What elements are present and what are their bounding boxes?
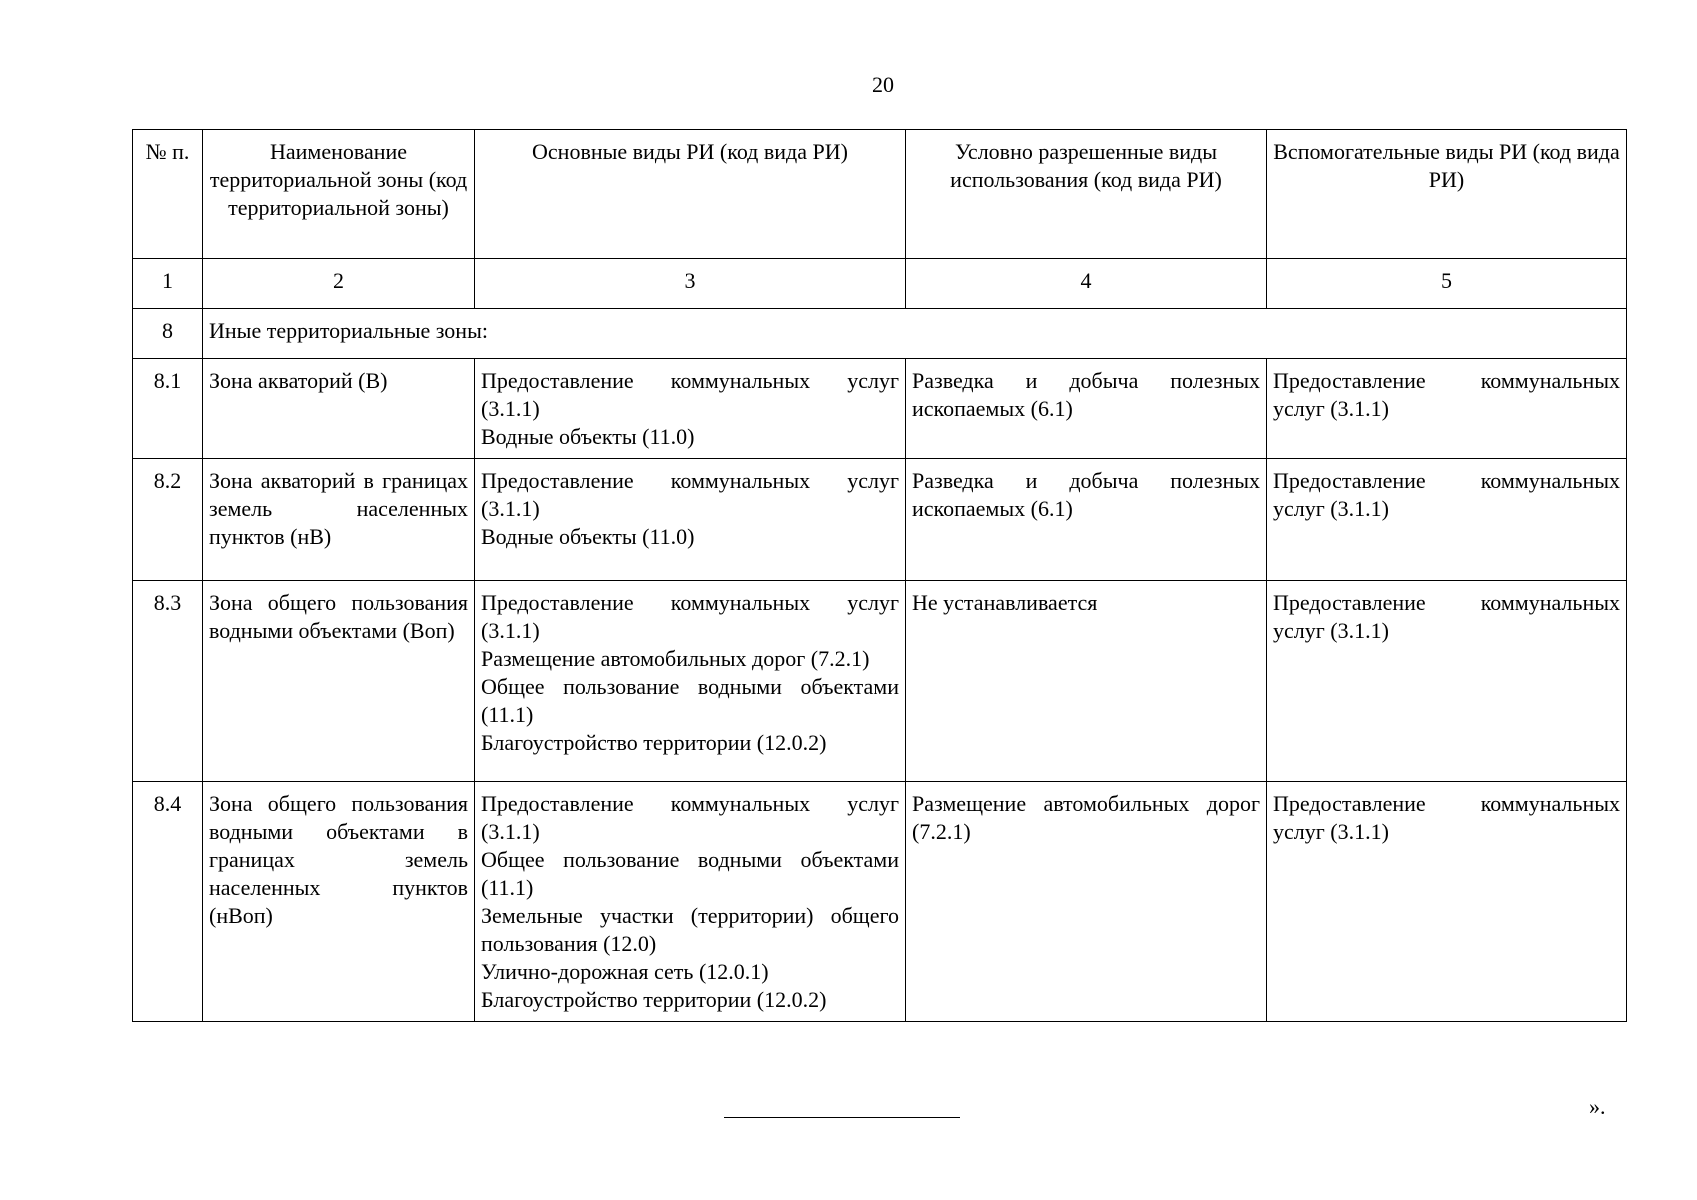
main-use-item: Водные объекты (11.0) [481, 424, 695, 449]
conditional-use-item: Разведка и добыча полезных ископаемых (6.1) [912, 368, 1260, 421]
table-row [133, 459, 1627, 581]
conditional-use-item: Разведка и добыча полезных ископаемых (6.1) [912, 468, 1260, 521]
main-use-item: Благоустройство территории (12.0.2) [481, 730, 827, 755]
header-zone-name: Наименование территориальной зоны (код территориальной зоны) [203, 130, 475, 259]
row-number: 8.2 [133, 459, 203, 581]
column-numbers-row [133, 259, 1627, 309]
column-number: 3 [475, 259, 906, 309]
closing-quote: ». [1589, 1094, 1606, 1119]
zone-name: Зона акваторий в границах земель населенных пунктов (нВ) [203, 459, 475, 581]
main-use-item: Общее пользование водными объектами (11.1) [481, 847, 899, 900]
conditional-use-item: Не устанавливается [912, 590, 1098, 615]
footnote-rule [724, 1117, 960, 1118]
column-number: 4 [906, 259, 1267, 309]
header-main-uses: Основные виды РИ (код вида РИ) [475, 130, 906, 259]
main-use-item: Улично-дорожная сеть (12.0.1) [481, 959, 769, 984]
main-use-item: Предоставление коммунальных услуг (3.1.1) [481, 791, 899, 844]
zone-name: Зона акваторий (В) [203, 359, 475, 459]
header-row [133, 130, 1627, 259]
main-uses-cell [475, 359, 906, 459]
column-number: 5 [1267, 259, 1627, 309]
zone-name: Зона общего пользования водными объектами (Воп) [203, 581, 475, 782]
column-number: 1 [133, 259, 203, 309]
auxiliary-use-item: Предоставление коммунальных услуг (3.1.1) [1273, 368, 1620, 421]
header-number: № п. [133, 130, 203, 259]
page-number: 20 [872, 72, 894, 97]
main-uses-cell [475, 581, 906, 782]
section-title: Иные территориальные зоны: [203, 309, 1627, 359]
row-number: 8.1 [133, 359, 203, 459]
main-use-item: Благоустройство территории (12.0.2) [481, 987, 827, 1012]
main-use-item: Общее пользование водными объектами (11.1) [481, 674, 899, 727]
main-use-item: Предоставление коммунальных услуг (3.1.1) [481, 468, 899, 521]
table-row [133, 782, 1627, 1022]
conditional-uses-cell [906, 359, 1267, 459]
row-number: 8.4 [133, 782, 203, 1022]
main-use-item: Водные объекты (11.0) [481, 524, 695, 549]
main-use-item: Земельные участки (территории) общего пользования (12.0) [481, 903, 899, 956]
auxiliary-use-item: Предоставление коммунальных услуг (3.1.1) [1273, 468, 1620, 521]
conditional-use-item: Размещение автомобильных дорог (7.2.1) [912, 791, 1260, 844]
auxiliary-uses-cell [1267, 459, 1627, 581]
auxiliary-uses-cell [1267, 359, 1627, 459]
table-row [133, 359, 1627, 459]
auxiliary-use-item: Предоставление коммунальных услуг (3.1.1) [1273, 791, 1620, 844]
zones-table [132, 129, 1627, 1022]
auxiliary-uses-cell [1267, 782, 1627, 1022]
main-uses-cell [475, 782, 906, 1022]
header-auxiliary-uses: Вспомогательные виды РИ (код вида РИ) [1267, 130, 1627, 259]
column-number: 2 [203, 259, 475, 309]
auxiliary-uses-cell [1267, 581, 1627, 782]
main-use-item: Предоставление коммунальных услуг (3.1.1) [481, 368, 899, 421]
auxiliary-use-item: Предоставление коммунальных услуг (3.1.1) [1273, 590, 1620, 643]
conditional-uses-cell [906, 581, 1267, 782]
header-conditional-uses: Условно разрешенные виды использования (код вида РИ) [906, 130, 1267, 259]
zone-name: Зона общего пользования водными объектами в границах земель населенных пунктов (нВоп) [203, 782, 475, 1022]
section-row [133, 309, 1627, 359]
table-row [133, 581, 1627, 782]
main-use-item: Предоставление коммунальных услуг (3.1.1) [481, 590, 899, 643]
section-number: 8 [133, 309, 203, 359]
conditional-uses-cell [906, 782, 1267, 1022]
row-number: 8.3 [133, 581, 203, 782]
conditional-uses-cell [906, 459, 1267, 581]
main-uses-cell [475, 459, 906, 581]
main-use-item: Размещение автомобильных дорог (7.2.1) [481, 646, 870, 671]
